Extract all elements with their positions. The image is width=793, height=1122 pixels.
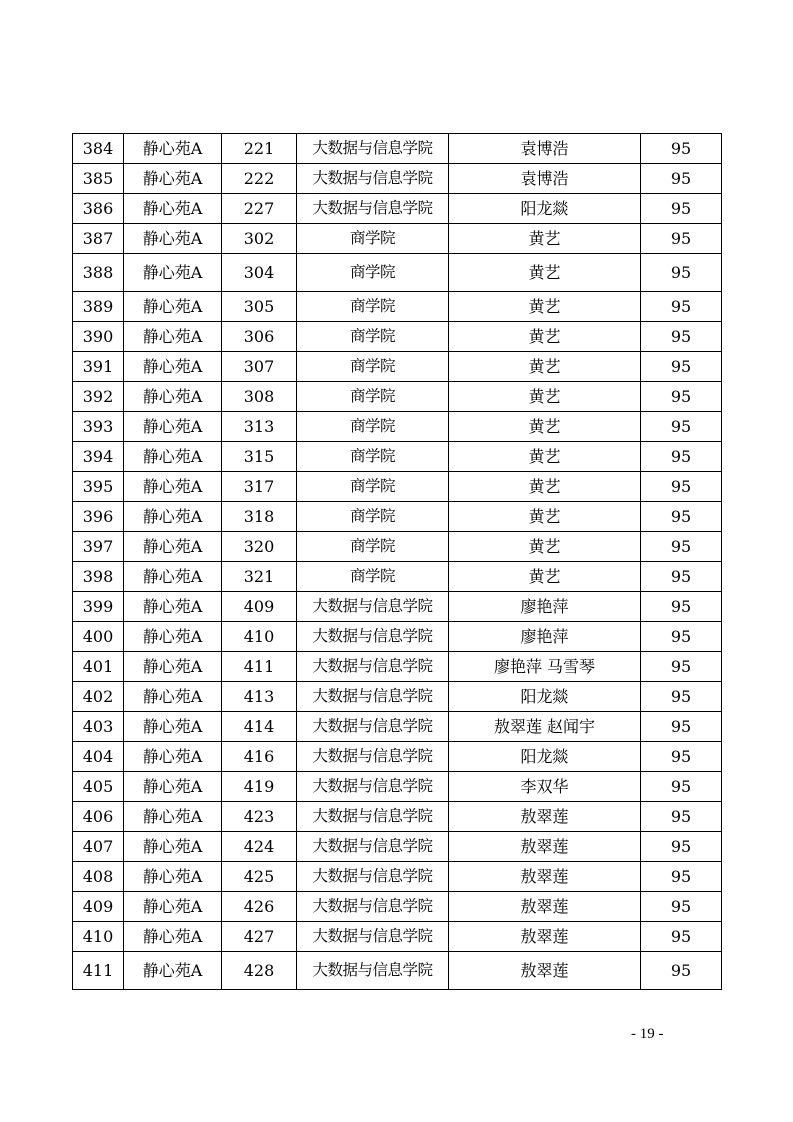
room-number-cell: 320 <box>222 532 297 562</box>
building-cell: 静心苑A <box>124 802 222 832</box>
row-number-cell: 406 <box>73 802 124 832</box>
room-number-cell: 409 <box>222 592 297 622</box>
score-cell: 95 <box>641 352 722 382</box>
counselor-cell: 敖翠莲 <box>449 832 641 862</box>
college-cell: 大数据与信息学院 <box>297 622 449 652</box>
table-row <box>73 292 722 322</box>
counselor-cell: 黄艺 <box>449 442 641 472</box>
building-cell: 静心苑A <box>124 712 222 742</box>
counselor-cell: 黄艺 <box>449 472 641 502</box>
building-cell: 静心苑A <box>124 472 222 502</box>
counselor-cell: 敖翠莲 赵闻宇 <box>449 712 641 742</box>
row-number-cell: 395 <box>73 472 124 502</box>
building-cell: 静心苑A <box>124 592 222 622</box>
counselor-cell: 李双华 <box>449 772 641 802</box>
college-cell: 大数据与信息学院 <box>297 712 449 742</box>
table-row <box>73 712 722 742</box>
building-cell: 静心苑A <box>124 862 222 892</box>
building-cell: 静心苑A <box>124 682 222 712</box>
score-cell: 95 <box>641 292 722 322</box>
room-number-cell: 304 <box>222 254 297 292</box>
row-number-cell: 405 <box>73 772 124 802</box>
college-cell: 大数据与信息学院 <box>297 802 449 832</box>
college-cell: 大数据与信息学院 <box>297 862 449 892</box>
row-number-cell: 410 <box>73 922 124 952</box>
score-cell: 95 <box>641 254 722 292</box>
score-cell: 95 <box>641 922 722 952</box>
counselor-cell: 黄艺 <box>449 254 641 292</box>
room-number-cell: 305 <box>222 292 297 322</box>
row-number-cell: 411 <box>73 952 124 990</box>
row-number-cell: 401 <box>73 652 124 682</box>
row-number-cell: 384 <box>73 134 124 164</box>
score-cell: 95 <box>641 472 722 502</box>
counselor-cell: 黄艺 <box>449 562 641 592</box>
score-cell: 95 <box>641 892 722 922</box>
room-number-cell: 416 <box>222 742 297 772</box>
room-number-cell: 428 <box>222 952 297 990</box>
counselor-cell: 敖翠莲 <box>449 922 641 952</box>
college-cell: 大数据与信息学院 <box>297 772 449 802</box>
row-number-cell: 407 <box>73 832 124 862</box>
room-number-cell: 306 <box>222 322 297 352</box>
building-cell: 静心苑A <box>124 772 222 802</box>
table-row <box>73 502 722 532</box>
room-number-cell: 426 <box>222 892 297 922</box>
score-cell: 95 <box>641 412 722 442</box>
room-number-cell: 413 <box>222 682 297 712</box>
row-number-cell: 390 <box>73 322 124 352</box>
table-row <box>73 382 722 412</box>
table-row <box>73 194 722 224</box>
counselor-cell: 袁博浩 <box>449 164 641 194</box>
room-number-cell: 221 <box>222 134 297 164</box>
college-cell: 大数据与信息学院 <box>297 134 449 164</box>
counselor-cell: 袁博浩 <box>449 134 641 164</box>
score-cell: 95 <box>641 712 722 742</box>
room-number-cell: 317 <box>222 472 297 502</box>
score-cell: 95 <box>641 502 722 532</box>
room-number-cell: 411 <box>222 652 297 682</box>
counselor-cell: 黄艺 <box>449 292 641 322</box>
room-number-cell: 315 <box>222 442 297 472</box>
counselor-cell: 廖艳萍 <box>449 592 641 622</box>
building-cell: 静心苑A <box>124 952 222 990</box>
building-cell: 静心苑A <box>124 892 222 922</box>
table-row <box>73 412 722 442</box>
counselor-cell: 黄艺 <box>449 322 641 352</box>
college-cell: 商学院 <box>297 502 449 532</box>
table-row <box>73 254 722 292</box>
row-number-cell: 404 <box>73 742 124 772</box>
table-row <box>73 224 722 254</box>
college-cell: 大数据与信息学院 <box>297 164 449 194</box>
table-row <box>73 532 722 562</box>
row-number-cell: 385 <box>73 164 124 194</box>
row-number-cell: 398 <box>73 562 124 592</box>
counselor-cell: 阳龙燚 <box>449 682 641 712</box>
score-cell: 95 <box>641 442 722 472</box>
counselor-cell: 黄艺 <box>449 382 641 412</box>
row-number-cell: 389 <box>73 292 124 322</box>
page-number: - 19 - <box>631 1026 664 1042</box>
college-cell: 商学院 <box>297 442 449 472</box>
building-cell: 静心苑A <box>124 622 222 652</box>
college-cell: 商学院 <box>297 292 449 322</box>
score-cell: 95 <box>641 802 722 832</box>
score-cell: 95 <box>641 382 722 412</box>
counselor-cell: 敖翠莲 <box>449 892 641 922</box>
room-number-cell: 419 <box>222 772 297 802</box>
college-cell: 大数据与信息学院 <box>297 952 449 990</box>
counselor-cell: 黄艺 <box>449 352 641 382</box>
building-cell: 静心苑A <box>124 502 222 532</box>
building-cell: 静心苑A <box>124 254 222 292</box>
counselor-cell: 敖翠莲 <box>449 862 641 892</box>
dormitory-score-table <box>72 133 722 990</box>
score-cell: 95 <box>641 592 722 622</box>
room-number-cell: 321 <box>222 562 297 592</box>
table-row <box>73 592 722 622</box>
college-cell: 大数据与信息学院 <box>297 922 449 952</box>
row-number-cell: 399 <box>73 592 124 622</box>
row-number-cell: 400 <box>73 622 124 652</box>
college-cell: 大数据与信息学院 <box>297 832 449 862</box>
counselor-cell: 黄艺 <box>449 532 641 562</box>
building-cell: 静心苑A <box>124 352 222 382</box>
college-cell: 商学院 <box>297 254 449 292</box>
room-number-cell: 227 <box>222 194 297 224</box>
building-cell: 静心苑A <box>124 194 222 224</box>
score-cell: 95 <box>641 772 722 802</box>
score-cell: 95 <box>641 652 722 682</box>
score-cell: 95 <box>641 862 722 892</box>
table-row <box>73 322 722 352</box>
counselor-cell: 廖艳萍 马雪琴 <box>449 652 641 682</box>
room-number-cell: 424 <box>222 832 297 862</box>
room-number-cell: 302 <box>222 224 297 254</box>
table-row <box>73 352 722 382</box>
table-row <box>73 164 722 194</box>
counselor-cell: 阳龙燚 <box>449 194 641 224</box>
score-cell: 95 <box>641 622 722 652</box>
table-body <box>73 134 722 990</box>
building-cell: 静心苑A <box>124 832 222 862</box>
counselor-cell: 黄艺 <box>449 224 641 254</box>
score-cell: 95 <box>641 164 722 194</box>
room-number-cell: 425 <box>222 862 297 892</box>
building-cell: 静心苑A <box>124 224 222 254</box>
college-cell: 商学院 <box>297 322 449 352</box>
room-number-cell: 308 <box>222 382 297 412</box>
table-row <box>73 652 722 682</box>
table-row <box>73 472 722 502</box>
table-row <box>73 442 722 472</box>
building-cell: 静心苑A <box>124 562 222 592</box>
building-cell: 静心苑A <box>124 164 222 194</box>
room-number-cell: 423 <box>222 802 297 832</box>
counselor-cell: 廖艳萍 <box>449 622 641 652</box>
room-number-cell: 410 <box>222 622 297 652</box>
table-row <box>73 134 722 164</box>
building-cell: 静心苑A <box>124 292 222 322</box>
college-cell: 大数据与信息学院 <box>297 592 449 622</box>
row-number-cell: 391 <box>73 352 124 382</box>
row-number-cell: 387 <box>73 224 124 254</box>
score-cell: 95 <box>641 562 722 592</box>
table-row <box>73 682 722 712</box>
college-cell: 大数据与信息学院 <box>297 892 449 922</box>
score-cell: 95 <box>641 952 722 990</box>
college-cell: 商学院 <box>297 382 449 412</box>
row-number-cell: 396 <box>73 502 124 532</box>
score-cell: 95 <box>641 832 722 862</box>
building-cell: 静心苑A <box>124 382 222 412</box>
building-cell: 静心苑A <box>124 742 222 772</box>
score-cell: 95 <box>641 742 722 772</box>
row-number-cell: 388 <box>73 254 124 292</box>
table-row <box>73 622 722 652</box>
building-cell: 静心苑A <box>124 322 222 352</box>
room-number-cell: 318 <box>222 502 297 532</box>
college-cell: 商学院 <box>297 412 449 442</box>
college-cell: 大数据与信息学院 <box>297 682 449 712</box>
table-row <box>73 952 722 990</box>
row-number-cell: 392 <box>73 382 124 412</box>
score-cell: 95 <box>641 134 722 164</box>
room-number-cell: 313 <box>222 412 297 442</box>
row-number-cell: 403 <box>73 712 124 742</box>
score-cell: 95 <box>641 224 722 254</box>
row-number-cell: 386 <box>73 194 124 224</box>
college-cell: 大数据与信息学院 <box>297 742 449 772</box>
row-number-cell: 397 <box>73 532 124 562</box>
counselor-cell: 阳龙燚 <box>449 742 641 772</box>
table-row <box>73 772 722 802</box>
table-row <box>73 562 722 592</box>
table-row <box>73 892 722 922</box>
score-cell: 95 <box>641 532 722 562</box>
table-row <box>73 832 722 862</box>
table-row <box>73 862 722 892</box>
table-row <box>73 922 722 952</box>
building-cell: 静心苑A <box>124 922 222 952</box>
building-cell: 静心苑A <box>124 442 222 472</box>
college-cell: 大数据与信息学院 <box>297 194 449 224</box>
row-number-cell: 409 <box>73 892 124 922</box>
row-number-cell: 408 <box>73 862 124 892</box>
row-number-cell: 402 <box>73 682 124 712</box>
room-number-cell: 222 <box>222 164 297 194</box>
counselor-cell: 黄艺 <box>449 412 641 442</box>
room-number-cell: 414 <box>222 712 297 742</box>
college-cell: 商学院 <box>297 532 449 562</box>
room-number-cell: 307 <box>222 352 297 382</box>
row-number-cell: 393 <box>73 412 124 442</box>
college-cell: 商学院 <box>297 472 449 502</box>
score-cell: 95 <box>641 322 722 352</box>
college-cell: 商学院 <box>297 562 449 592</box>
building-cell: 静心苑A <box>124 412 222 442</box>
counselor-cell: 敖翠莲 <box>449 802 641 832</box>
table-row <box>73 742 722 772</box>
score-cell: 95 <box>641 682 722 712</box>
college-cell: 大数据与信息学院 <box>297 652 449 682</box>
row-number-cell: 394 <box>73 442 124 472</box>
table-row <box>73 802 722 832</box>
building-cell: 静心苑A <box>124 532 222 562</box>
college-cell: 商学院 <box>297 224 449 254</box>
room-number-cell: 427 <box>222 922 297 952</box>
building-cell: 静心苑A <box>124 134 222 164</box>
counselor-cell: 敖翠莲 <box>449 952 641 990</box>
counselor-cell: 黄艺 <box>449 502 641 532</box>
building-cell: 静心苑A <box>124 652 222 682</box>
score-cell: 95 <box>641 194 722 224</box>
college-cell: 商学院 <box>297 352 449 382</box>
